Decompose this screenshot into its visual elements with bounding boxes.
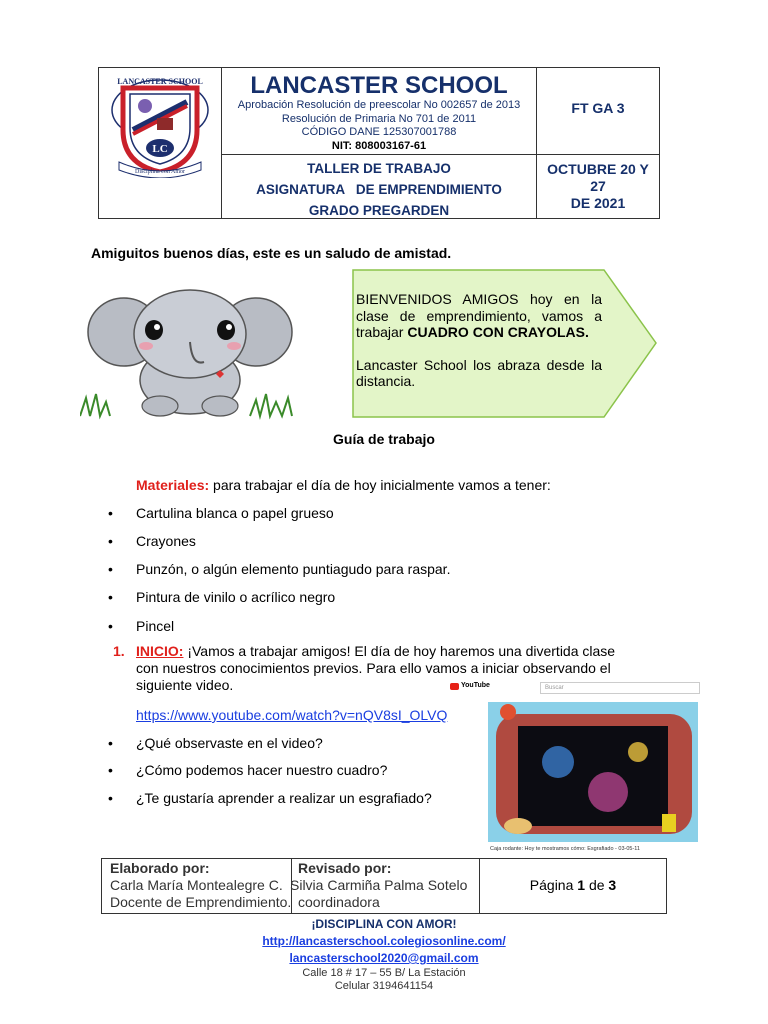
video-thumbnail[interactable] (448, 680, 698, 852)
logo-initials: LC (152, 143, 168, 155)
search-input[interactable]: Buscar (540, 682, 700, 694)
subject-line: ASIGNATURA DE EMPRENDIMIENTO (256, 182, 502, 197)
resolution-block (222, 99, 536, 153)
youtube-brand: YouTube (461, 682, 490, 689)
inicio-number: 1. (113, 643, 125, 659)
elephant-illustration (80, 282, 300, 422)
resolution-line: Resolución de Primaria No 701 de 2011 (281, 112, 477, 125)
welcome-text: BIENVENIDOS AMIGOS hoy en la clase de emprendimiento, vamos a trabajar (356, 291, 602, 340)
revisado-label: Revisado por: (298, 860, 392, 876)
materials-intro (136, 477, 551, 493)
video-frame (488, 702, 698, 842)
guide-title: Guía de trabajo (333, 431, 435, 447)
email-link[interactable]: lancasterschool2020@gmail.com (289, 951, 479, 965)
header-table (98, 67, 660, 219)
dane-code: CÓDIGO DANE 125307001788 (301, 126, 457, 138)
date-line: 27 (590, 178, 606, 194)
materials-label: Materiales: (136, 477, 210, 493)
inicio-label: INICIO: (136, 643, 184, 659)
welcome-highlight: CUADRO CON CRAYOLAS. (407, 324, 589, 340)
footer-table (101, 858, 667, 914)
materials-text: para trabajar el día de hoy inicialmente vamos a tener: (209, 477, 551, 493)
website-link[interactable]: http://lancasterschool.colegiosonline.com/ (262, 934, 506, 948)
welcome-text-2: Lancaster School los abraza desde la distancia. (356, 356, 602, 389)
form-code: FT GA 3 (571, 100, 625, 116)
page-number: Página 1 de 3 (529, 877, 617, 893)
inicio-line: ¡Vamos a trabajar amigos! El día de hoy haremos una divertida clase (183, 643, 616, 659)
elaborado-label: Elaborado por: (110, 860, 210, 876)
inicio-line: con nuestros conocimientos previos. Para ello vamos a iniciar observando el (136, 660, 611, 676)
grade-line: GRADO PREGARDEN (308, 203, 450, 218)
resolution-line: Aprobación Resolución de preescolar No 002657 de 2013 (237, 99, 521, 111)
inicio-line: siguiente video. (136, 677, 234, 693)
workshop-title (222, 158, 536, 221)
workshop-line: TALLER DE TRABAJO (307, 161, 451, 176)
logo-motto: Disciplina con Amor (135, 169, 185, 175)
nit: NIT: 808003167-61 (331, 139, 427, 152)
revisado-role: coordinadora (298, 894, 380, 910)
date-line: DE 2021 (570, 195, 626, 211)
revisado-name: Silvia Carmiña Palma Sotelo (290, 877, 468, 893)
date-block (537, 161, 659, 212)
footer-phone: Celular 3194641154 (334, 980, 434, 992)
school-logo (105, 72, 215, 178)
greeting: Amiguitos buenos días, este es un saludo de amistad. (91, 245, 452, 261)
youtube-icon (450, 683, 459, 690)
school-name: LANCASTER SCHOOL (250, 72, 508, 99)
welcome-callout (356, 291, 602, 390)
video-caption: Caja rodante: Hoy te mostramos cómo: Esgrafiado - 03-05-11 (490, 846, 640, 852)
footer-motto: ¡DISCIPLINA CON AMOR! (311, 917, 457, 931)
elaborado-role: Docente de Emprendimiento. (110, 894, 292, 910)
date-line: OCTUBRE 20 Y (547, 161, 649, 177)
logo-title: LANCASTER SCHOOL (117, 77, 203, 86)
elaborado-name: Carla María Montealegre C. (110, 877, 283, 893)
video-link[interactable]: https://www.youtube.com/watch?v=nQV8sI_OLVQ (136, 707, 448, 723)
footer-address: Calle 18 # 17 – 55 B/ La Estación (302, 967, 466, 979)
